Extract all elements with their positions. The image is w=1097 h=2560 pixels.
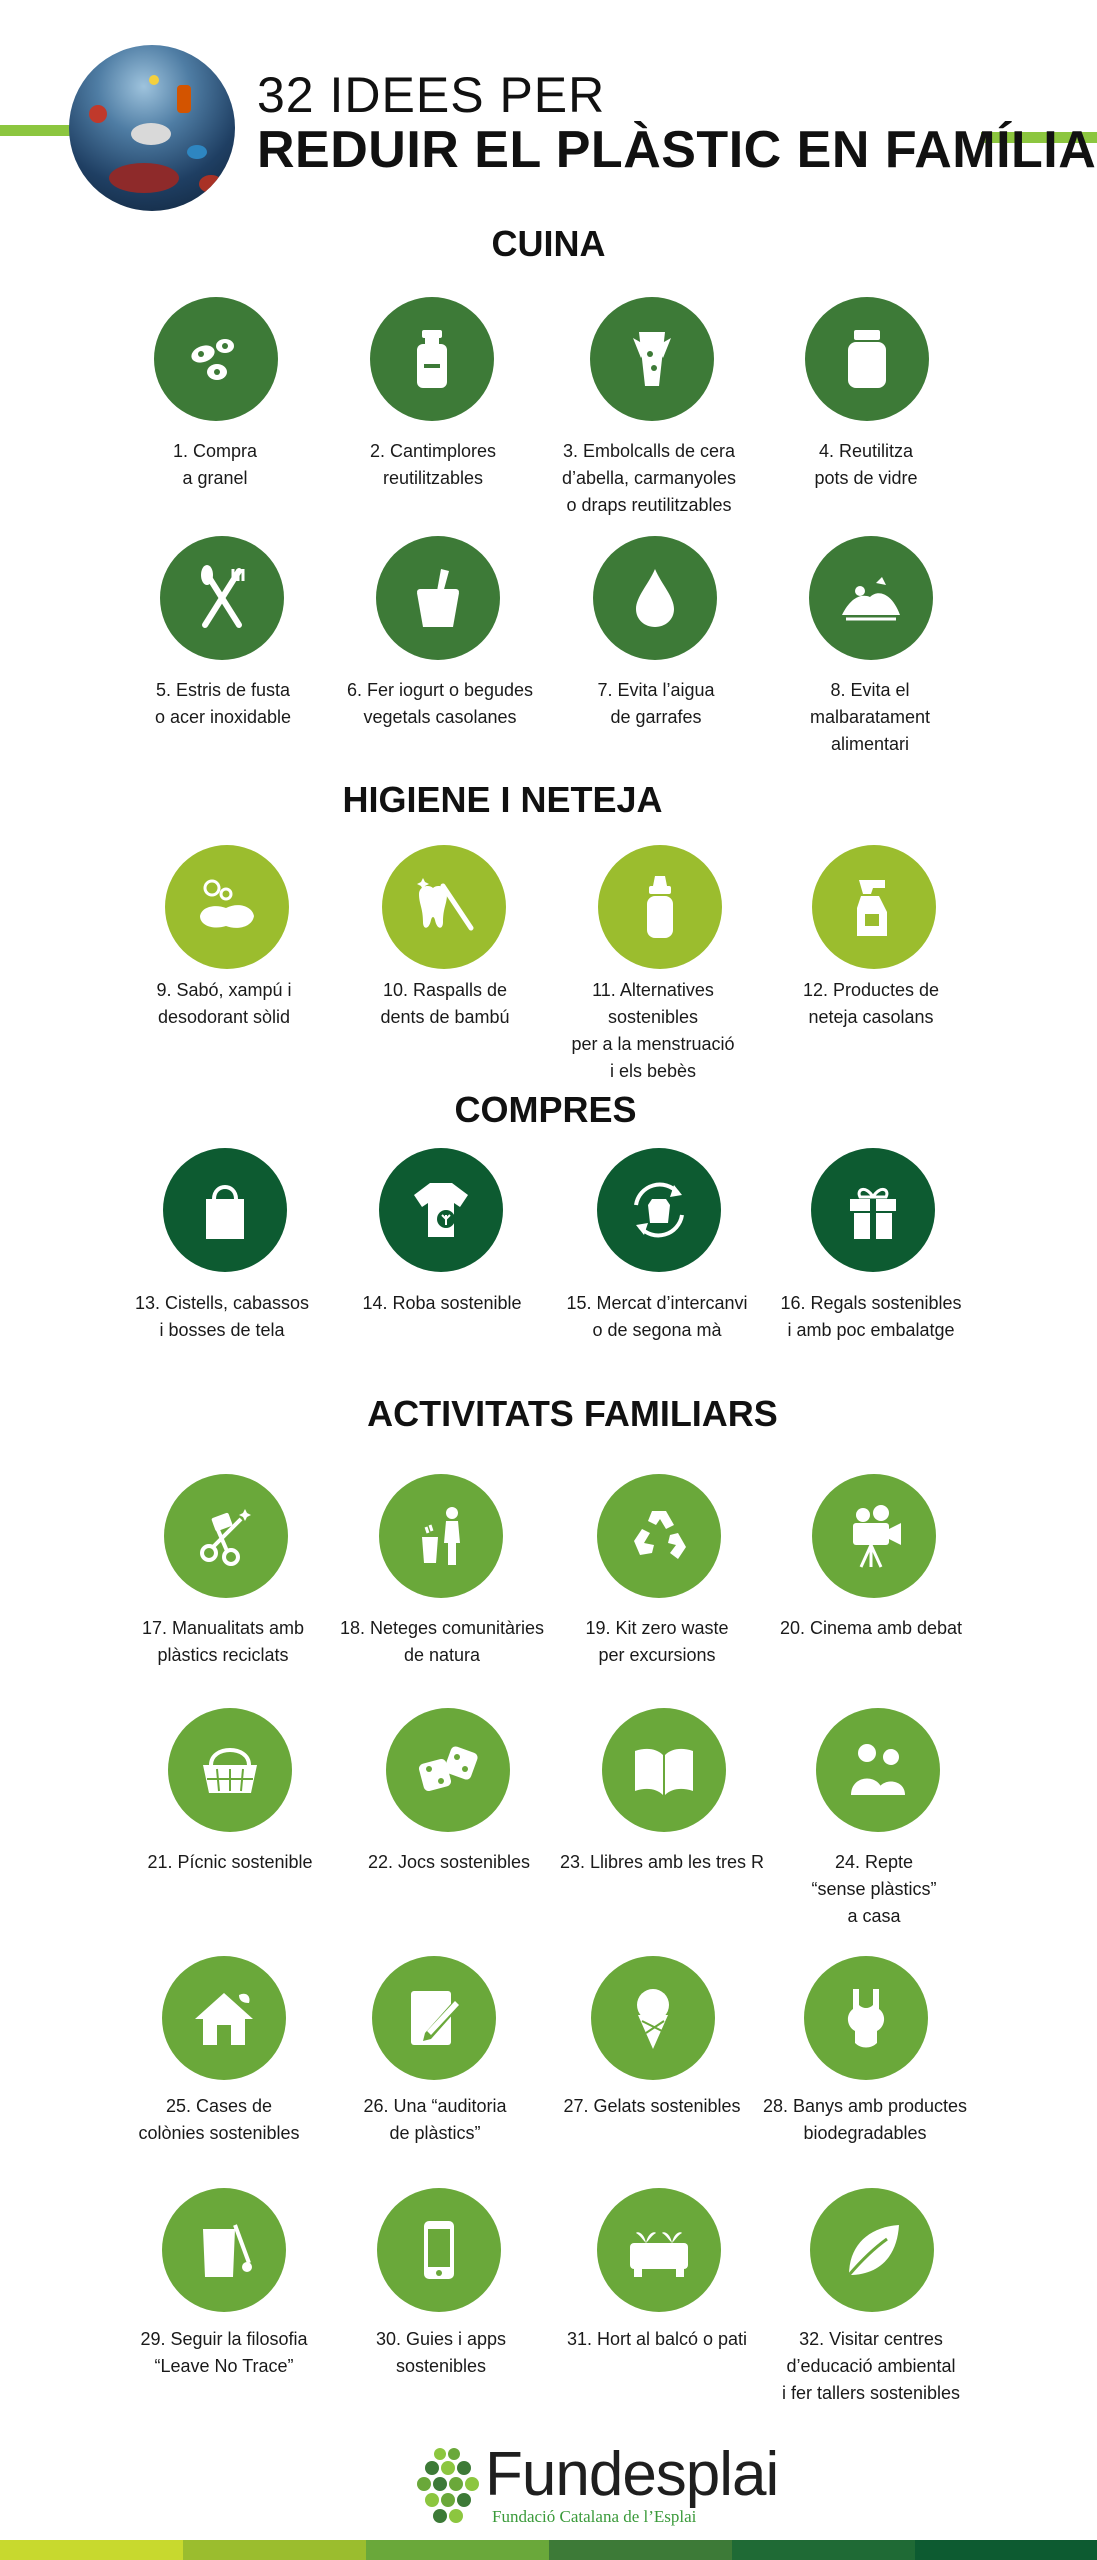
crafts-scissors-icon	[164, 1474, 288, 1598]
idea-14-caption: 14. Roba sostenible	[362, 1293, 522, 1313]
section-title-cuina: CUINA	[491, 223, 606, 264]
idea-22-caption: 22. Jocs sostenibles	[367, 1852, 531, 1872]
idea-30-caption: 30. Guies i apps sostenibles	[375, 2329, 507, 2376]
section-title-higiene: HIGIENE I NETEJA	[342, 779, 663, 820]
bulk-food-icon	[154, 297, 278, 421]
idea-24-caption: 24. Repte “sense plàstics” a casa	[811, 1852, 937, 1926]
tooth-brush-icon	[382, 845, 506, 969]
idea-32-caption: 32. Visitar centres d’educació ambiental i fer tallers sostenibles	[781, 2329, 961, 2403]
food-wrap-icon	[590, 297, 714, 421]
idea-20-caption: 20. Cinema amb debat	[779, 1618, 963, 1638]
idea-21-caption: 21. Pícnic sostenible	[147, 1852, 313, 1872]
litter-pick-icon	[379, 1474, 503, 1598]
idea-9-caption: 9. Sabó, xampú i desodorant sòlid	[156, 980, 292, 1027]
ocean-plastic-photo	[69, 45, 235, 211]
glass-jar-icon	[805, 297, 929, 421]
soap-bar-icon	[165, 845, 289, 969]
movie-camera-icon	[812, 1474, 936, 1598]
family-icon	[816, 1708, 940, 1832]
title-line-2: REDUIR EL PLÀSTIC EN FAMÍLIA	[257, 121, 1097, 179]
idea-25-caption: 25. Cases de colònies sostenibles	[138, 2096, 300, 2143]
yogurt-cup-icon	[376, 536, 500, 660]
footer-bar-segment	[0, 2540, 183, 2560]
idea-10-caption: 10. Raspalls de dents de bambú	[380, 980, 510, 1027]
ice-cream-icon	[591, 1956, 715, 2080]
baby-bottle-icon	[598, 845, 722, 969]
idea-28-caption: 28. Banys amb productes biodegradables	[762, 2096, 968, 2143]
open-book-icon	[602, 1708, 726, 1832]
tote-bag-icon	[163, 1148, 287, 1272]
picnic-basket-icon	[168, 1708, 292, 1832]
idea-26-caption: 26. Una “auditoria de plàstics”	[363, 2096, 507, 2143]
idea-3-caption: 3. Embolcalls de cera d’abella, carmanyoles o draps reutilitzables	[561, 441, 737, 515]
notepad-pencil-icon	[372, 1956, 496, 2080]
section-title-compres: COMPRES	[454, 1089, 637, 1130]
fundesplai-logo-mark-icon	[410, 2442, 486, 2530]
idea-19-caption: 19. Kit zero waste per excursions	[585, 1618, 729, 1665]
idea-8-caption: 8. Evita el malbaratament alimentari	[809, 680, 931, 754]
house-icon	[162, 1956, 286, 2080]
water-bottle-icon	[370, 297, 494, 421]
idea-29-caption: 29. Seguir la filosofia “Leave No Trace”	[140, 2329, 308, 2376]
idea-16-caption: 16. Regals sostenibles i amb poc embalatge	[780, 1293, 962, 1340]
idea-5-caption: 5. Estris de fusta o acer inoxidable	[154, 680, 292, 727]
idea-12-caption: 12. Productes de neteja casolans	[802, 980, 940, 1027]
idea-7-caption: 7. Evita l’aigua de garrafes	[597, 680, 715, 727]
swap-clothes-icon	[597, 1148, 721, 1272]
leaf-icon	[810, 2188, 934, 2312]
idea-13-caption: 13. Cistells, cabassos i bosses de tela	[134, 1293, 310, 1340]
idea-23-caption: 23. Llibres amb les tres R	[559, 1852, 765, 1872]
footer-bar-segment	[732, 2540, 915, 2560]
footer-bar-segment	[366, 2540, 549, 2560]
idea-2-caption: 2. Cantimplores reutilitzables	[369, 441, 497, 488]
idea-31-caption: 31. Hort al balcó o pati	[566, 2329, 748, 2349]
trash-bin-icon	[162, 2188, 286, 2312]
idea-17-caption: 17. Manualitats amb plàstics reciclats	[141, 1618, 305, 1665]
fundesplai-logo	[410, 2440, 779, 2532]
water-drop-icon	[593, 536, 717, 660]
title-line-1: 32 IDEES PER	[257, 67, 606, 123]
gift-box-icon	[811, 1148, 935, 1272]
swimsuit-icon	[804, 1956, 928, 2080]
header-accent-line-left	[0, 125, 74, 136]
idea-4-caption: 4. Reutilitza pots de vidre	[814, 441, 918, 488]
logo-subtitle: Fundació Catalana de l’Esplai	[492, 2507, 697, 2526]
logo-name: Fundesplai	[485, 2440, 779, 2509]
spray-bottle-icon	[812, 845, 936, 969]
idea-27-caption: 27. Gelats sostenibles	[563, 2096, 741, 2116]
idea-15-caption: 15. Mercat d’intercanvi o de segona mà	[566, 1293, 748, 1340]
footer-bar-segment	[915, 2540, 1097, 2560]
dice-icon	[386, 1708, 510, 1832]
cutlery-icon	[160, 536, 284, 660]
recycle-icon	[597, 1474, 721, 1598]
footer-bar-segment	[549, 2540, 732, 2560]
idea-6-caption: 6. Fer iogurt o begudes vegetals casolanes	[346, 680, 534, 727]
idea-1-caption: 1. Compra a granel	[172, 441, 258, 488]
idea-11-caption: 11. Alternatives sostenibles per a la menstruació i els bebès	[571, 980, 735, 1081]
footer-bar-segment	[183, 2540, 366, 2560]
planter-icon	[597, 2188, 721, 2312]
food-waste-icon	[809, 536, 933, 660]
section-title-activitats: ACTIVITATS FAMILIARS	[367, 1393, 778, 1434]
idea-18-caption: 18. Neteges comunitàries de natura	[339, 1618, 545, 1665]
smartphone-icon	[377, 2188, 501, 2312]
tshirt-icon	[379, 1148, 503, 1272]
